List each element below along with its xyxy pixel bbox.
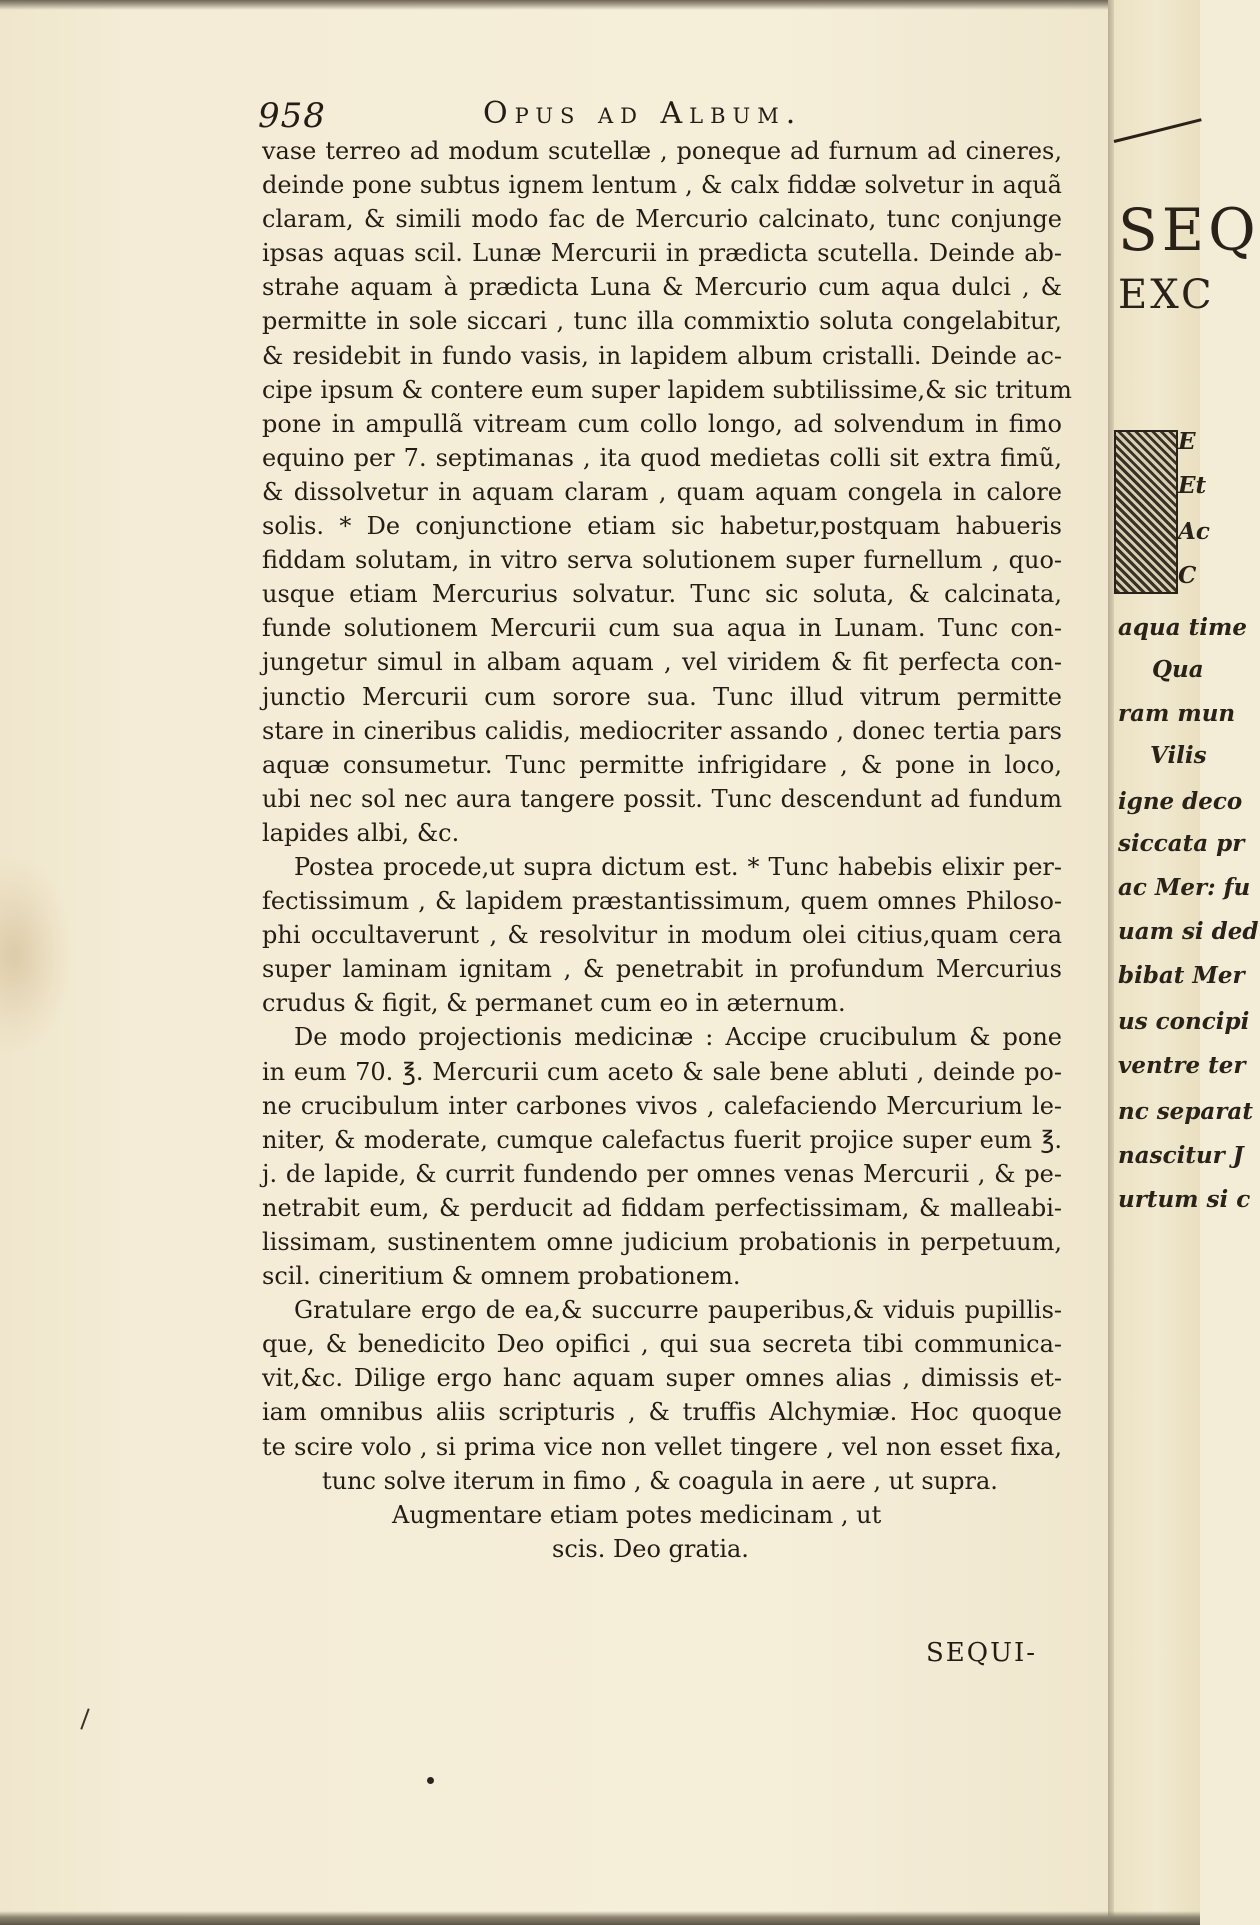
text-line: junctio Mercurii cum sorore sua. Tunc illud vitrum permitte (262, 682, 1062, 711)
margin-fragment: bibat Mer (1118, 962, 1245, 989)
text-line: lapides albi, &c. (262, 818, 460, 847)
margin-fragment: ventre ter (1118, 1052, 1246, 1079)
margin-fragment: igne deco (1118, 788, 1243, 815)
page-bottom-edge (0, 1911, 1200, 1925)
text-line: Gratulare ergo de ea,& succurre pauperibus,& viduis pupillis- (294, 1296, 1062, 1325)
catchword: SEQUI- (926, 1638, 1038, 1668)
text-line: & residebit in fundo vasis, in lapidem album cristalli. Deinde ac- (262, 341, 1062, 370)
text-line: vase terreo ad modum scutellæ , poneque ad furnum ad cineres, (262, 137, 1062, 165)
text-line: claram, & simili modo fac de Mercurio calcinato, tunc conjunge (262, 205, 1062, 234)
margin-fragment: Ac (1178, 518, 1210, 545)
text-line: De modo projectionis medicinæ : Accipe crucibulum & pone (294, 1023, 1062, 1052)
text-line: & dissolvetur in aquam claram , quam aquam congela in calore (262, 477, 1062, 506)
decorated-initial (1114, 430, 1178, 594)
text-line: netrabit eum, & perducit ad fiddam perfectissimam, & malleabi- (262, 1193, 1062, 1222)
text-line: cipe ipsum & contere eum super lapidem subtilissime,& sic tritum (262, 375, 1072, 404)
margin-fragment: Vilis (1150, 742, 1207, 769)
page-number: 958 (258, 96, 326, 136)
ink-speck (427, 1777, 434, 1784)
text-line: pone in ampullã vitream cum collo longo, ad solvendum in fimo (262, 409, 1062, 438)
running-title: Opus ad Album. (483, 96, 803, 131)
text-line: Augmentare etiam potes medicinam , ut (392, 1500, 882, 1529)
text-line: equino per 7. septimanas , ita quod medietas colli sit extra fimũ, (262, 443, 1062, 472)
next-page-subheading: EXC (1118, 272, 1215, 318)
body-text (262, 134, 1072, 1566)
text-line: scis. Deo gratia. (552, 1534, 749, 1563)
margin-fragment: aqua time (1118, 614, 1247, 641)
text-line: ne crucibulum inter carbones vivos , calefaciendo Mercurium le- (262, 1091, 1062, 1120)
margin-fragment: siccata pr (1118, 830, 1245, 857)
text-line: ipsas aquas scil. Lunæ Mercurii in prædicta scutella. Deinde ab- (262, 239, 1062, 268)
margin-fragment: ram mun (1118, 700, 1236, 727)
text-line: te scire volo , si prima vice non vellet tingere , vel non esset fixa, (262, 1432, 1062, 1461)
margin-fragment: us concipi (1118, 1008, 1250, 1035)
text-line: niter, & moderate, cumque calefactus fuerit projice super eum ℥. (262, 1125, 1062, 1154)
text-line: tunc solve iterum in fimo , & coagula in aere , ut supra. (322, 1466, 998, 1495)
text-line: j. de lapide, & currit fundendo per omnes venas Mercurii , & pe- (262, 1159, 1062, 1188)
text-line: permitte in sole siccari , tunc illa commixtio soluta congelabitur, (262, 307, 1062, 336)
text-line: fectissimum , & lapidem præstantissimum, quem omnes Philoso- (262, 887, 1062, 916)
text-line: stare in cineribus calidis, mediocriter assando , donec tertia pars (262, 716, 1062, 745)
margin-fragment: nc separat (1118, 1098, 1253, 1125)
text-line: in eum 70. ℥. Mercurii cum aceto & sale bene abluti , deinde po- (262, 1057, 1062, 1086)
text-line: iam omnibus aliis scripturis , & truffis Alchymiæ. Hoc quoque (262, 1398, 1062, 1427)
margin-fragment: E (1178, 428, 1196, 455)
text-line: scil. cineritium & omnem probationem. (262, 1262, 741, 1291)
margin-fragment: urtum si c (1118, 1186, 1251, 1213)
margin-fragment: Et (1178, 472, 1207, 499)
text-line: deinde pone subtus ignem lentum , & calx fiddæ solvetur in aquã (262, 171, 1062, 200)
ink-mark (80, 1708, 89, 1729)
text-line: usque etiam Mercurius solvatur. Tunc sic soluta, & calcinata, (262, 580, 1062, 609)
heading-rule (1114, 118, 1202, 143)
text-line: vit,&c. Dilige ergo hanc aquam super omnes alias , dimissis et- (262, 1364, 1062, 1393)
text-line: phi occultaverunt , & resolvitur in modum olei citius,quam cera (262, 921, 1062, 950)
text-line: solis. * De conjunctione etiam sic habetur,postquam habueris (262, 512, 1062, 541)
text-line: lissimam, sustinentem omne judicium probationis in perpetuum, (262, 1228, 1062, 1256)
page-top-edge (0, 0, 1108, 10)
text-line: funde solutionem Mercurii cum sua aqua in Lunam. Tunc con- (262, 614, 1062, 643)
text-line: Postea procede,ut supra dictum est. * Tunc habebis elixir per- (294, 852, 1062, 881)
text-line: aquæ consumetur. Tunc permitte infrigidare , & pone in loco, (262, 750, 1062, 779)
margin-fragment: nascitur J (1118, 1142, 1244, 1169)
paper-stain (0, 860, 70, 1050)
text-line: strahe aquam à prædicta Luna & Mercurio cum aqua dulci , & (262, 273, 1062, 302)
text-line: super laminam ignitam , & penetrabit in profundum Mercurius (262, 955, 1062, 984)
text-line: crudus & figit, & permanet cum eo in æternum. (262, 989, 846, 1018)
text-line: jungetur simul in albam aquam , vel viridem & fit perfecta con- (262, 648, 1062, 677)
next-page-edge (1114, 0, 1260, 1925)
text-line: ubi nec sol nec aura tangere possit. Tunc descendunt ad fundum (262, 784, 1062, 813)
margin-fragment: ac Mer: fu (1118, 874, 1251, 901)
next-page-heading: SEQ (1118, 196, 1260, 264)
text-line: que, & benedicito Deo opifici , qui sua secreta tibi communica- (262, 1330, 1062, 1359)
margin-fragment: C (1178, 562, 1197, 589)
text-line: fiddam solutam, in vitro serva solutionem super furnellum , quo- (262, 546, 1062, 575)
margin-fragment: Qua (1152, 656, 1204, 683)
margin-fragment: uam si ded (1118, 918, 1259, 945)
